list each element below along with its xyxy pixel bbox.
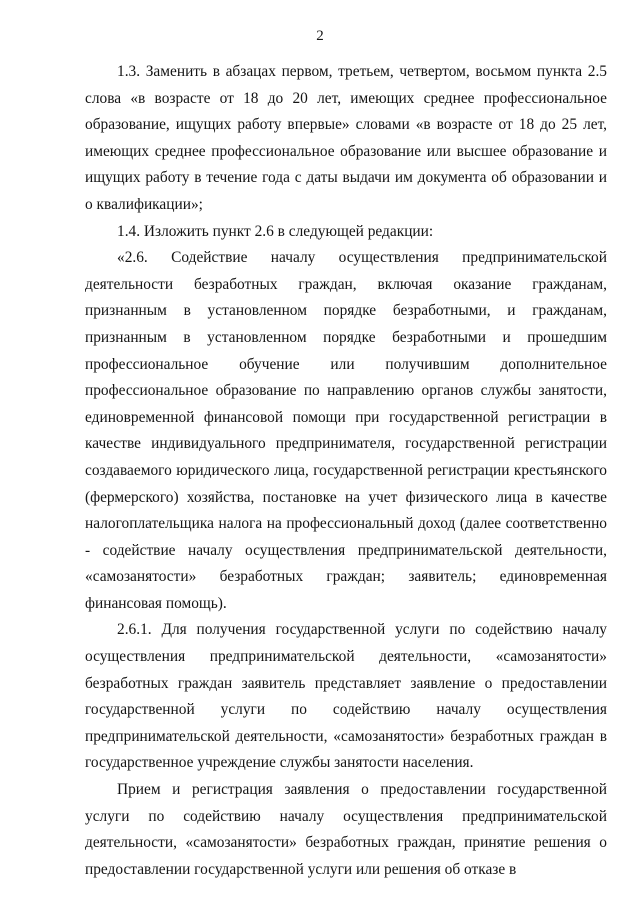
paragraph-2-6: «2.6. Содействие началу осуществления предпринимательской деятельности безработных граждан, включая оказание гражданам, признанным в установленном порядке безработными, и гражданам, признанным в установленном порядке безработными и прошедшим профессиональное обучение или получившим дополнительное профессиональное образование по направлению органов службы занятости, единовременной финансовой помощи при государственной регистрации в качестве индивидуального предпринимателя, государственной регистрации создаваемого юридического лица, государственной регистрации крестьянского (фермерского) хозяйства, постановке на учет физического лица в качестве налогоплательщика налога на профессиональный доход (далее соответственно - содействие началу осуществления предпринимательской деятельности, «самозанятости» безработных граждан; заявитель; единовременная финансовая помощь). — [85, 249, 607, 612]
paragraph-reception: Прием и регистрация заявления о предоставлении государственной услуги по содействию началу осуществления предпринимательской деятельности, «самозанятости» безработных граждан, принятие решения о предоставлении государственной услуги или решения об отказе в — [85, 781, 607, 878]
paragraph-2-6-1: 2.6.1. Для получения государственной услуги по содействию началу осуществления предпринимательской деятельности, «самозанятости» безработных граждан заявитель представляет заявление о предоставлении государственной услуги по содействию началу осуществления предпринимательской деятельности, «самозанятости» безработных граждан в государственное учреждение службы занятости населения. — [85, 621, 607, 772]
paragraph-1-4: 1.4. Изложить пункт 2.6 в следующей редакции: — [117, 222, 434, 240]
page-number: 2 — [316, 28, 324, 44]
document-body — [85, 59, 607, 883]
paragraph-1-3: 1.3. Заменить в абзацах первом, третьем, четвертом, восьмом пункта 2.5 слова «в возрасте от 18 до 20 лет, имеющих среднее профессиональное образование, ищущих работу впервые» словами «в возрасте от 18 до 25 лет, имеющих среднее профессиональное образование или высшее образование и ищущих работу в течение года с даты выдачи им документа об образовании и о квалификации»; — [85, 63, 607, 213]
